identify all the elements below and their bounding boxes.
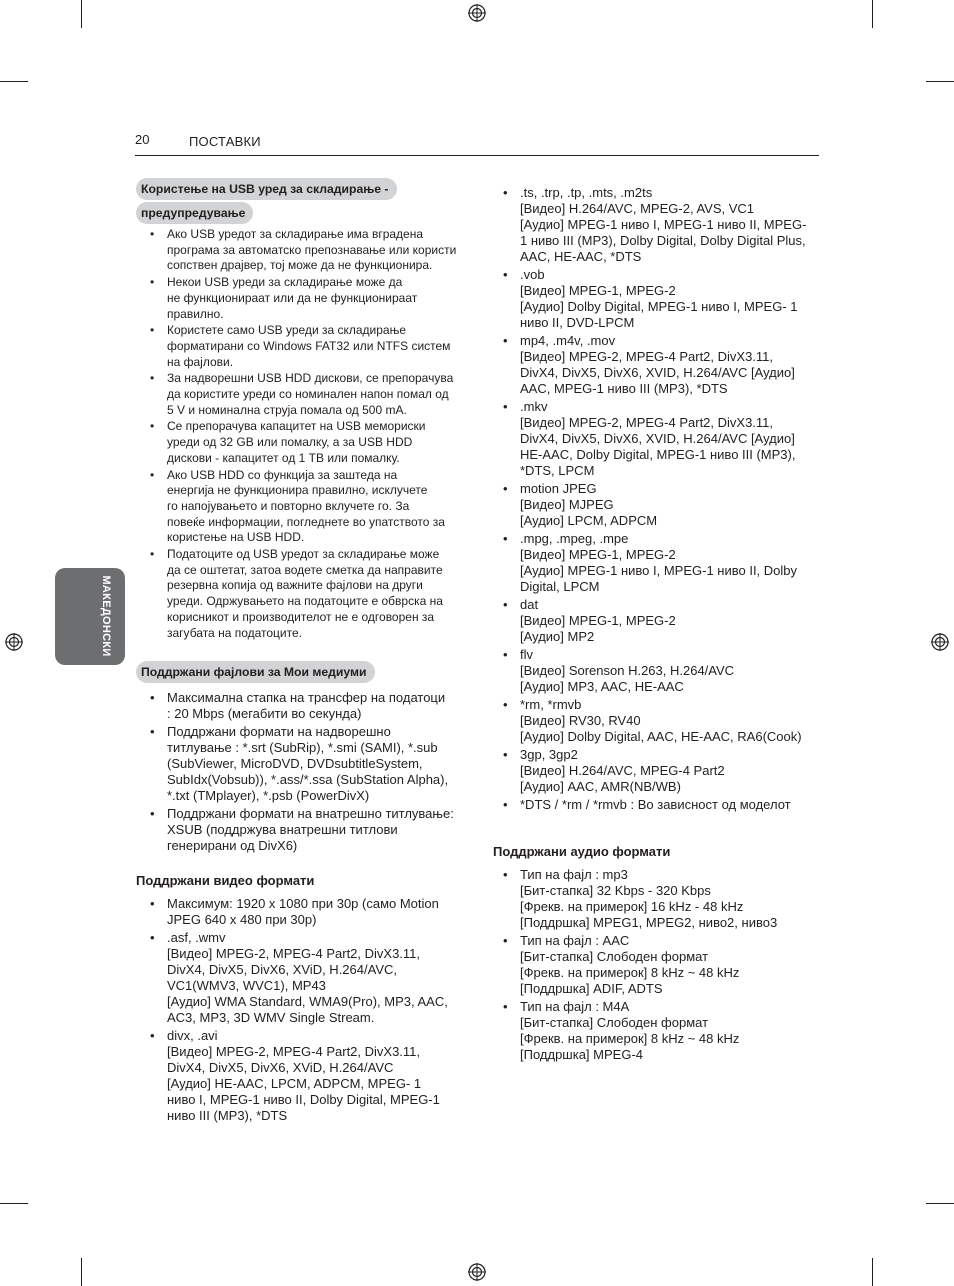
list-item-line: (SubViewer, MicroDVD, DVDsubtitleSystem, [167, 756, 423, 772]
list-item-line: програма за автоматско препознавање или користи [167, 242, 457, 257]
list-item-line: [Аудио] MPEG-1 ниво I, MPEG-1 ниво II, MPEG- [520, 217, 807, 232]
list-item-line: • .asf, .wmv [167, 930, 226, 946]
page-section-title: ПОСТАВКИ [189, 134, 261, 149]
list-item [489, 747, 824, 795]
list-item [489, 933, 824, 997]
list-item-line: [Аудио] HE-AAC, LPCM, ADPCM, MPEG- 1 [167, 1076, 422, 1092]
list-item-line: го напојувањето и повторно вклучете го. За [167, 498, 410, 513]
list-item-line: на фајлови. [167, 354, 234, 369]
left-column [136, 178, 466, 1126]
video-formats-title: Поддржани видео формати [136, 873, 315, 889]
audio-formats-title: Поддржани аудио формати [493, 844, 671, 859]
list-item-line: SubIdx(Vobsub)), *.ass/*.ssa (SubStation Alpha), [167, 772, 449, 788]
list-item [136, 724, 466, 804]
usb-warning-title [136, 178, 466, 224]
list-item [489, 185, 824, 265]
list-item [489, 531, 824, 595]
list-item-line: титлување : *.srt (SubRip), *.smi (SAMI), *.sub [167, 740, 438, 756]
list-item [136, 806, 466, 854]
list-item-line: енергија не функционира правилно, исклучете [167, 483, 428, 498]
list-item-line: • 3gp, 3gp2 [520, 747, 578, 762]
list-item-line: • .ts, .trp, .tp, .mts, .m2ts [520, 185, 653, 200]
list-item-line: [Бит-стапка] 32 Kbps - 320 Kbps [520, 883, 711, 898]
list-item [489, 399, 824, 479]
list-item [489, 647, 824, 695]
list-item-line: HE-AAC, Dolby Digital, MPEG-1 ниво III (MP3), [520, 447, 796, 462]
crop-mark [81, 0, 82, 28]
page-number: 20 [135, 132, 150, 147]
list-item-line: [Видео] MJPEG [520, 497, 614, 512]
list-item-line: форматирани со Windows FAT32 или NTFS систем [167, 338, 451, 353]
usb-warning-list [136, 227, 466, 641]
list-item-line: [Аудио] Dolby Digital, AAC, HE-AAC, RA6(Cook) [520, 729, 802, 744]
list-item-line: [Поддршка] ADIF, ADTS [520, 981, 663, 996]
supported-files-title: Поддржани фајлови за Мои медиуми [136, 661, 375, 683]
audio-formats-list [489, 867, 824, 1063]
list-item-line: • .mkv [520, 399, 548, 414]
usb-warning-title-line: Користење на USB уред за складирање - [136, 178, 397, 200]
list-item-line: правилно. [167, 306, 224, 321]
list-item-line: [Поддршка] MPEG1, MPEG2, ниво2, ниво3 [520, 915, 778, 930]
list-item-line: [Видео] MPEG-1, MPEG-2 [520, 547, 676, 562]
list-item-line: [Аудио] MP2 [520, 629, 595, 644]
crop-mark [0, 81, 28, 82]
list-item-line: • Некои USB уреди за складирање може да [167, 275, 403, 290]
header-divider [135, 155, 819, 156]
list-item-line: резервна копија од важните фајлови на други [167, 578, 423, 593]
list-item [136, 323, 466, 370]
list-item [489, 481, 824, 529]
list-item-line: • *DTS / *rm / *rmvb : Во зависност од моделот [520, 797, 791, 812]
list-item-line: : 20 Mbps (мегабити во секунда) [167, 706, 362, 722]
list-item-line: 5 V и номинална струја помала од 500 mA. [167, 402, 407, 417]
list-item-line: [Видео] MPEG-2, MPEG-4 Part2, DivX3.11, [520, 349, 774, 364]
list-item-line: ниво I, MPEG-1 ниво II, Dolby Digital, MPEG-1 [167, 1092, 440, 1108]
list-item-line: уреди од 32 GB или помалку, а за USB HDD [167, 435, 413, 450]
registration-mark-icon [468, 1263, 486, 1281]
list-item-line: • .mpg, .mpeg, .mpe [520, 531, 629, 546]
list-item-line: ниво II, DVD-LPCM [520, 315, 635, 330]
list-item-line: *DTS, LPCM [520, 463, 595, 478]
list-item-line: • Тип на фајл : mp3 [520, 867, 628, 882]
list-item-line: Digital, LPCM [520, 579, 600, 594]
usb-warning-title-line: предупредување [136, 202, 253, 224]
list-item-line: • Тип на фајл : AAC [520, 933, 630, 948]
list-item [489, 797, 824, 813]
list-item-line: DivX4, DivX5, DivX6, XViD, H.264/AVC, [167, 962, 397, 978]
language-side-tab [55, 568, 125, 665]
list-item-line: да се оштетат, затоа водете сметка да направите [167, 562, 443, 577]
list-item [136, 227, 466, 274]
list-item-line: [Фрекв. на примерок] 16 kHz - 48 kHz [520, 899, 744, 914]
language-side-tab-label: МАКЕДОНСКИ [100, 575, 112, 657]
supported-files-list [136, 690, 466, 854]
list-item-line: [Видео] MPEG-1, MPEG-2 [520, 283, 676, 298]
list-item [489, 999, 824, 1063]
video-formats-list [136, 896, 466, 1124]
list-item-line: • dat [520, 597, 539, 612]
list-item-line: • Користете само USB уреди за складирање [167, 323, 407, 338]
video-formats-list-continued [489, 185, 824, 813]
list-item-line: [Бит-стапка] Слободен формат [520, 949, 709, 964]
list-item-line: • flv [520, 647, 533, 662]
right-column [493, 185, 824, 1065]
list-item-line: [Видео] H.264/AVC, MPEG-4 Part2 [520, 763, 725, 778]
list-item-line: JPEG 640 x 480 при 30p) [167, 912, 317, 928]
crop-mark [872, 0, 873, 28]
list-item-line: • Максимална стапка на трансфер на податоци [167, 690, 446, 706]
crop-mark [926, 1203, 954, 1204]
list-item-line: дискови - капацитет од 1 TB или помалку. [167, 450, 400, 465]
list-item-line: DivX4, DivX5, DivX6, XViD, H.264/AVC [167, 1060, 394, 1076]
list-item-line: користење на USB HDD. [167, 530, 305, 545]
list-item-line: [Видео] MPEG-1, MPEG-2 [520, 613, 676, 628]
list-item-line: ниво III (MP3), *DTS [167, 1108, 288, 1124]
list-item-line: 1 ниво III (MP3), Dolby Digital, Dolby Digital Plus, [520, 233, 806, 248]
list-item-line: [Аудио] Dolby Digital, MPEG-1 ниво I, MPEG- 1 [520, 299, 798, 314]
list-item-line: DivX4, DivX5, DivX6, XVID, H.264/AVC [Аудио] [520, 365, 795, 380]
list-item-line: [Фрекв. на примерок] 8 kHz ~ 48 kHz [520, 1031, 740, 1046]
registration-mark-icon [931, 633, 949, 651]
list-item [489, 867, 824, 931]
list-item-line: [Аудио] LPCM, ADPCM [520, 513, 658, 528]
crop-mark [81, 1258, 82, 1286]
list-item-line: [Поддршка] MPEG-4 [520, 1047, 643, 1062]
list-item-line: да користите уреди со номинален напон помал од [167, 387, 449, 402]
list-item [136, 419, 466, 466]
list-item-line: • Податоците од USB уредот за складирање може [167, 547, 440, 562]
list-item-line: [Аудио] MP3, AAC, HE-AAC [520, 679, 684, 694]
crop-mark [872, 1258, 873, 1286]
list-item [136, 1028, 466, 1124]
list-item-line: [Бит-стапка] Слободен формат [520, 1015, 709, 1030]
list-item-line: [Видео] MPEG-2, MPEG-4 Part2, DivX3.11, [167, 1044, 421, 1060]
list-item-line: VC1(WMV3, WVC1), MP43 [167, 978, 326, 994]
list-item-line: [Видео] MPEG-2, MPEG-4 Part2, DivX3.11, [520, 415, 774, 430]
list-item [136, 547, 466, 641]
list-item-line: корисникот и производителот не е одговорен за [167, 609, 435, 624]
crop-mark [0, 1203, 28, 1204]
crop-mark [926, 81, 954, 82]
list-item [136, 896, 466, 928]
list-item-line: • motion JPEG [520, 481, 597, 496]
list-item-line: • divx, .avi [167, 1028, 218, 1044]
list-item-line: • mp4, .m4v, .mov [520, 333, 616, 348]
list-item-line: DivX4, DivX5, DivX6, XVID, H.264/AVC [Аудио] [520, 431, 795, 446]
list-item-line: • .vob [520, 267, 545, 282]
list-item-line: повеќе информации, погледнете во упатството за [167, 514, 445, 529]
list-item-line: • *rm, *rmvb [520, 697, 582, 712]
list-item [136, 371, 466, 418]
list-item [136, 930, 466, 1026]
list-item-line: уреди. Одржувањето на податоците е обврска на [167, 594, 443, 609]
list-item-line: [Аудио] AAC, AMR(NB/WB) [520, 779, 681, 794]
list-item [136, 275, 466, 322]
list-item [489, 333, 824, 397]
registration-mark-icon [5, 633, 23, 651]
list-item-line: *.txt (TMplayer), *.psb (PowerDivX) [167, 788, 370, 804]
list-item [136, 468, 466, 547]
list-item-line: • Поддржани формати на надворешно [167, 724, 391, 740]
list-item-line: [Видео] RV30, RV40 [520, 713, 641, 728]
list-item-line: • Поддржани формати на внатрешно титлување: [167, 806, 454, 822]
list-item-line: • За надворешни USB HDD дискови, се препорачува [167, 371, 454, 386]
list-item-line: • Максимум: 1920 x 1080 при 30p (само Motion [167, 896, 439, 912]
list-item-line: генерирани од DivX6) [167, 838, 298, 854]
list-item-line: загубата на податоците. [167, 625, 302, 640]
list-item-line: не функционираат или да не функционираат [167, 290, 418, 305]
list-item-line: • Ако USB HDD со функција за заштеда на [167, 467, 398, 482]
list-item-line: AAC, MPEG-1 ниво III (MP3), *DTS [520, 381, 728, 396]
list-item-line: • Ако USB уредот за складирање има вградена [167, 227, 424, 241]
list-item-line: [Видео] H.264/AVC, MPEG-2, AVS, VC1 [520, 201, 755, 216]
list-item-line: XSUB (поддржува внатрешни титлови [167, 822, 398, 838]
list-item [489, 697, 824, 745]
list-item [136, 690, 466, 722]
list-item-line: • Тип на фајл : M4A [520, 999, 630, 1014]
list-item-line: • Се препорачува капацитет на USB мемориски [167, 419, 426, 434]
registration-mark-icon [468, 4, 486, 22]
list-item-line: [Аудио] WMA Standard, WMA9(Pro), MP3, AAC, [167, 994, 448, 1010]
list-item-line: [Аудио] MPEG-1 ниво I, MPEG-1 ниво II, Dolby [520, 563, 798, 578]
list-item-line: AAC, HE-AAC, *DTS [520, 249, 642, 264]
list-item-line: [Видео] MPEG-2, MPEG-4 Part2, DivX3.11, [167, 946, 421, 962]
list-item-line: AC3, MP3, 3D WMV Single Stream. [167, 1010, 375, 1026]
list-item [489, 267, 824, 331]
list-item-line: [Фрекв. на примерок] 8 kHz ~ 48 kHz [520, 965, 740, 980]
list-item-line: сопствен драјвер, тој може да не функционира. [167, 258, 433, 273]
list-item-line: [Видео] Sorenson H.263, H.264/AVC [520, 663, 735, 678]
list-item [489, 597, 824, 645]
